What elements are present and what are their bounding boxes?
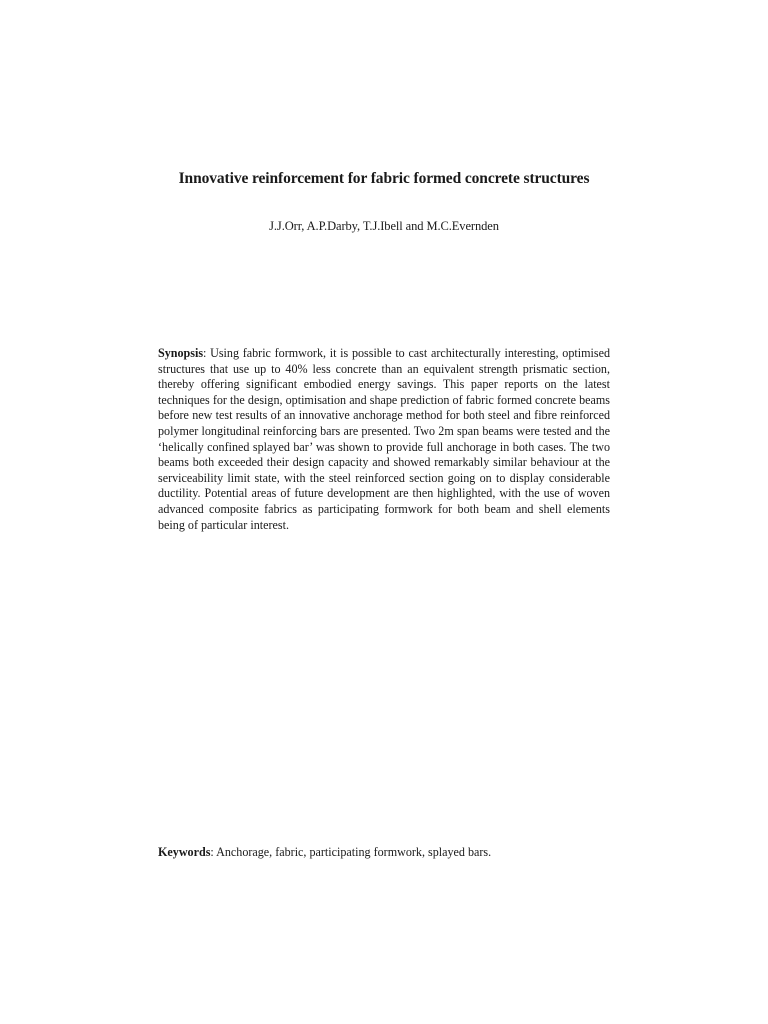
keywords-text: : Anchorage, fabric, participating formwork, splayed bars. [210,845,492,859]
synopsis-label: Synopsis [158,346,204,360]
synopsis-text: : Using fabric formwork, it is possible to cast architecturally interesting, optimised structures that use up to 40% less concrete than an equivalent strength prismatic section, thereby offering significant embodied energy savings. This paper reports on the latest techniques for the design, optimisation and shape prediction of fabric formed concrete beams before new test results of an innovative anchorage method for both steel and fibre reinforced polymer longitudinal reinforcing bars are presented. Two 2m span beams were tested and the ‘helically confined splayed bar’ was shown to provide full anchorage in both cases. The two beams both exceeded their design capacity and showed remarkably similar behaviour at the serviceability limit state, with the steel reinforced section going on to display considerable ductility. Potential areas of future development are then highlighted, with the use of woven advanced composite fabrics as participating formwork for both beam and shell elements being of particular interest. [158,346,610,532]
keywords-paragraph [158,845,610,861]
synopsis-paragraph [158,346,610,533]
paper-title: Innovative reinforcement for fabric formed concrete structures [178,170,590,187]
paper-authors: J.J.Orr, A.P.Darby, T.J.Ibell and M.C.Evernden [269,219,499,233]
keywords-label: Keywords [158,845,211,859]
